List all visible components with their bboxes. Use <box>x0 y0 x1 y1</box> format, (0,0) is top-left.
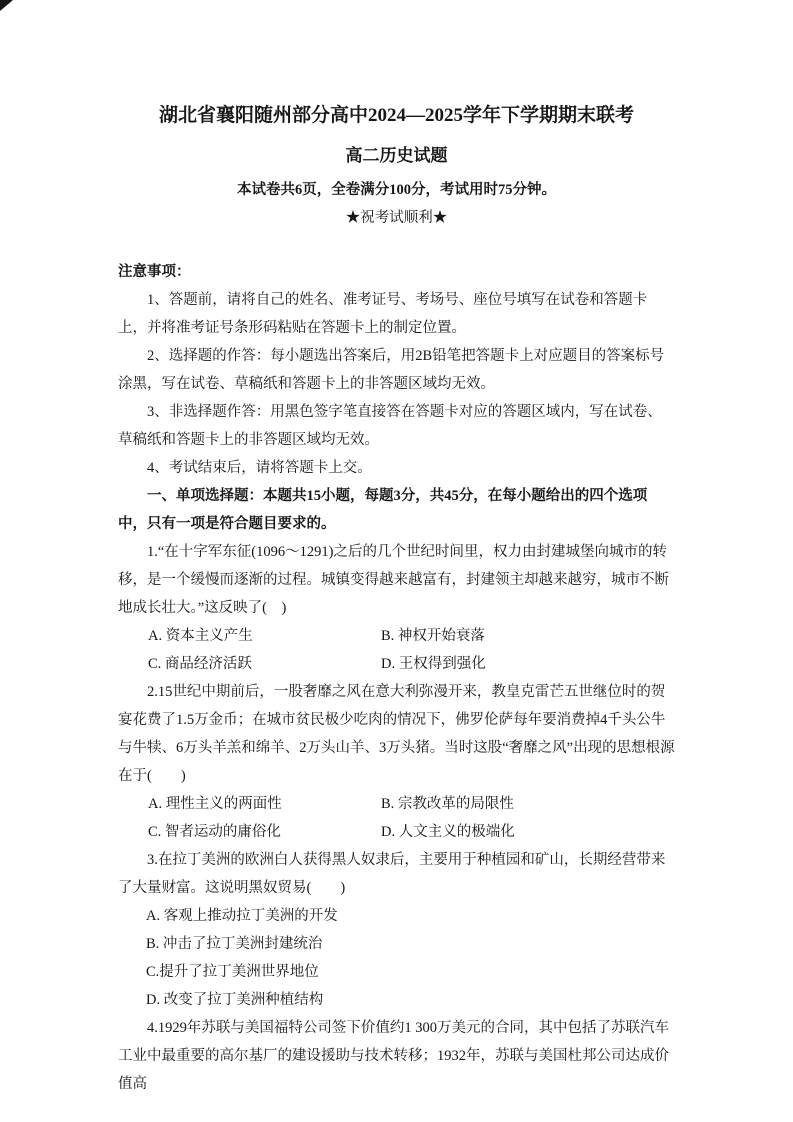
question-3-option-b: B. 冲击了拉丁美洲封建统治 <box>146 936 323 952</box>
exam-title: 湖北省襄阳随州部分高中2024—2025学年下学期期末联考 <box>158 105 634 126</box>
question-1-stem: 1.“在十字军东征(1096～1291)之后的几个世纪时间里，权力由封建城堡向城市的转移，是一个缓慢而逐渐的过程。城镇变得越来越富有，封建领主却越来越穷，城市不断地成长壮大。”这反映了( ) <box>118 544 669 616</box>
question-3 <box>118 846 675 1014</box>
question-4-stem: 4.1929年苏联与美国福特公司签下价值约1 300万美元的合同，其中包括了苏联汽车工业中最重要的高尔基厂的建设援助与技术转移；1932年，苏联与美国杜邦公司达成价值高 <box>118 1020 669 1092</box>
question-2-stem: 2.15世纪中期前后，一股奢靡之风在意大利弥漫开来，教皇克雷芒五世继位时的贺宴花费了1.5万金币；在城市贫民极少吃肉的情况下，佛罗伦萨每年要消费掉4千头公牛与牛犊、6万头羊羔和绵羊、2万头山羊、3万头猪。当时这股“奢靡之风”出现的思想根源在于( ) <box>118 684 675 784</box>
question-2-option-c: C. 智者运动的庸俗化 <box>148 824 281 840</box>
question-1-options <box>118 622 675 678</box>
scan-corner-artifact <box>0 0 13 11</box>
question-2-option-a: A. 理性主义的两面性 <box>148 796 282 812</box>
notice-item-2: 2、选择题的作答：每小题选出答案后，用2B铅笔把答题卡上对应题目的答案标号涂黑，写在试卷、草稿纸和答题卡上的非答题区域均无效。 <box>118 348 665 392</box>
question-2-options <box>118 790 675 846</box>
exam-info-line: 本试卷共6页，全卷满分100分，考试用时75分钟。 <box>237 182 556 198</box>
question-2-option-b: B. 宗教改革的局限性 <box>381 796 514 812</box>
question-3-option-a: A. 客观上推动拉丁美洲的开发 <box>146 908 338 924</box>
section-one-heading: 一、单项选择题：本题共15小题，每题3分，共45分，在每小题给出的四个选项中，只有一项是符合题目要求的。 <box>118 488 648 532</box>
question-2-option-d: D. 人文主义的极端化 <box>381 824 515 840</box>
exam-subtitle: 高二历史试题 <box>345 146 448 165</box>
question-3-stem: 3.在拉丁美洲的欧洲白人获得黑人奴隶后，主要用于种植园和矿山，长期经营带来了大量财富。这说明黑奴贸易( ) <box>118 852 666 896</box>
question-1-option-b: B. 神权开始衰落 <box>381 628 485 644</box>
notice-item-3: 3、非选择题作答：用黑色签字笔直接答在答题卡对应的答题区域内，写在试卷、草稿纸和答题卡上的非答题区域均无效。 <box>118 404 662 448</box>
question-1-option-c: C. 商品经济活跃 <box>148 656 252 672</box>
question-2 <box>118 678 675 846</box>
question-3-options <box>118 902 675 1014</box>
question-1 <box>118 538 675 678</box>
exam-wish-line: ★祝考试顺利★ <box>345 210 448 226</box>
notice-item-4: 4、考试结束后，请将答题卡上交。 <box>147 460 372 476</box>
question-3-option-c: C.提升了拉丁美洲世界地位 <box>146 964 319 980</box>
question-3-option-d: D. 改变了拉丁美洲种植结构 <box>146 992 324 1008</box>
question-4 <box>118 1014 675 1098</box>
question-1-option-d: D. 王权得到强化 <box>381 656 486 672</box>
question-1-option-a: A. 资本主义产生 <box>148 628 253 644</box>
notice-item-1: 1、答题前，请将自己的姓名、准考证号、考场号、座位号填写在试卷和答题卡上，并将准考证号条形码粘贴在答题卡上的制定位置。 <box>118 292 648 336</box>
notices-heading: 注意事项： <box>118 264 191 280</box>
